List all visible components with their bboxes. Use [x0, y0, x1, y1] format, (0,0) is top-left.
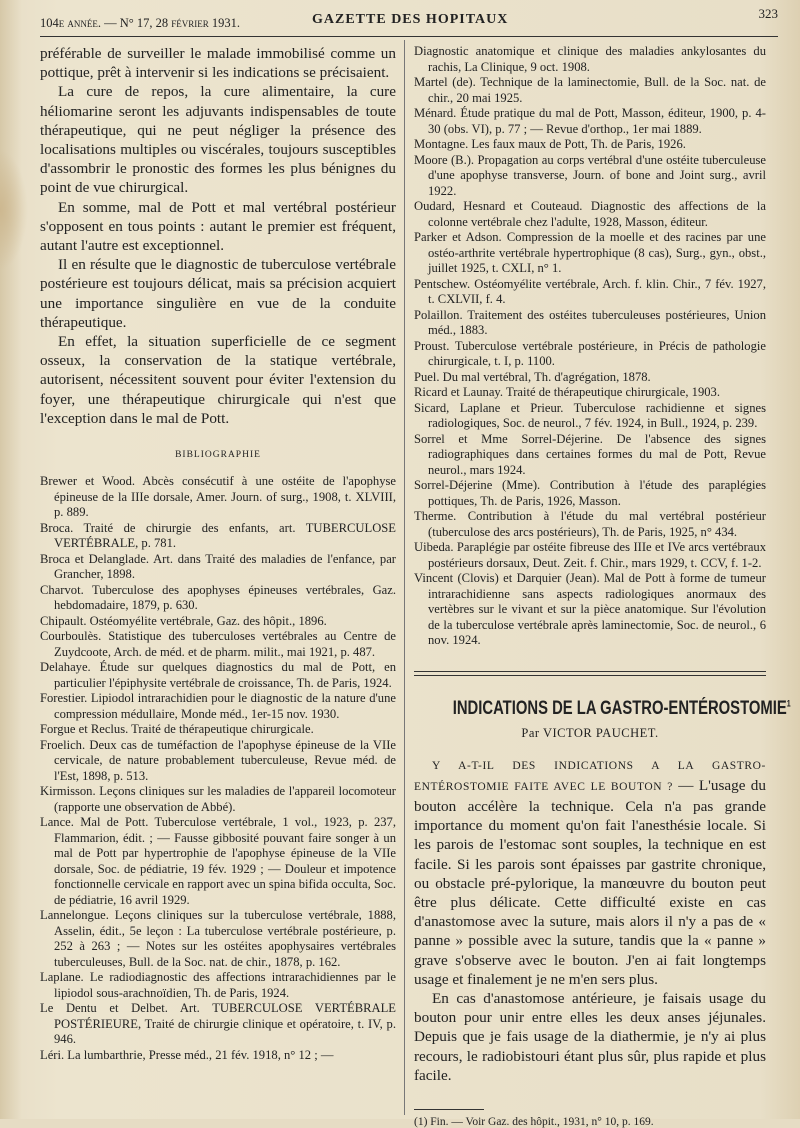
article-lead: Y A-T-IL DES INDICATIONS A LA GASTRO-ENTÉROSTOMIE FAITE AVEC LE BOUTON ? — [414, 759, 766, 793]
article-paragraph-text: — L'usage du bouton accélère la technique. Cela n'a pas grande importance du moment qu'on fait l'anesthésie locale. Si les parois de l'estomac sont souples, la technique en est facile. Si les parois sont épaisses par gastrite chronique, ou obstacle pré-pylorique, la manœuvre du bouton peut être plus délicate. Cette difficulté existe en cas d'anastomose avec la suture, mais alors il n'y a pas de « panne » possible avec la suture, tandis que la « panne » grave s'observe avec le bouton. J'en ai fait longtemps usage et finalement je ne m'en sers plus. — [414, 776, 766, 988]
bibliography-entry: Ménard. Étude pratique du mal de Pott, Masson, éditeur, 1900, p. 4-30 (obs. VI), p. 77 ; — Revue d'orthop., 1er mai 1889. — [414, 106, 766, 136]
bibliography-entry: Courboulès. Statistique des tuberculoses vertébrales au Centre de Zuydcoote, Arch. de méd. et de pharm. milit., mai 1921, p. 487. — [40, 629, 396, 659]
bibliography-entry: Therme. Contribution à l'étude du mal vertébral postérieur (tuberculose des arcs postérieurs), Th. de Paris, 1925, n° 434. — [414, 509, 766, 539]
article-paragraph — [414, 755, 766, 989]
bibliography-entry: Montagne. Les faux maux de Pott, Th. de Paris, 1926. — [414, 137, 686, 151]
bibliography-entry: Proust. Tuberculose vertébrale postérieure, in Précis de pathologie chirurgicale, t. I, p. 1100. — [414, 338, 766, 368]
bibliography-entry: Diagnostic anatomique et clinique des maladies ankylosantes du rachis, La Clinique, 9 oct. 1908. — [414, 44, 766, 74]
paper-stain — [0, 150, 28, 270]
paragraph: La cure de repos, la cure alimentaire, la cure héliomarine seront les adjuvants indispensables de toute thérapeutique, qui ne peut négliger la présence des localisations multiples ou viscérales, toujours susceptibles d'assombrir le pronostic des formes les plus bénignes du point de vue chirurgical. — [40, 83, 396, 197]
article-separator — [414, 671, 766, 672]
right-column — [414, 44, 791, 1128]
bibliography-entry: Lannelongue. Leçons cliniques sur la tuberculose vertébrale, 1888, Asselin, édit., 5e leçon : La tuberculose vertébrale postérieure, p. 252 à 263 ; — Notes sur les ostéites apophysaires vertébrales tuberculeuses, Bull. de la Soc. nat. de chir., 1878, p. 162. — [40, 908, 396, 969]
paragraph: Il en résulte que le diagnostic de tuberculose vertébrale postérieure est toujours délicat, mais sa précision acquiert une importance singulière en vue de la conduite thérapeutique. — [40, 256, 396, 331]
bibliography-list — [40, 474, 396, 1063]
bibliography-entry: Lance. Mal de Pott. Tuberculose vertébrale, 1 vol., 1923, p. 237, Flammarion, édit. ; — Fausse gibbosité pouvant faire songer à un mal de Pott par hypertrophie de l'apophyse épineuse de la VIIe dorsale, Soc. de pédiatrie, 19 fév. 1929 ; — Douleur et impotence fonctionnelle cervicale en rapport avec un spina bifida occulta, Soc. de pédiatrie, 16 avril 1929. — [40, 815, 396, 907]
bibliography-entry: Chipault. Ostéomyélite vertébrale, Gaz. des hôpit., 1896. — [40, 613, 327, 628]
bibliography-entry: Sicard, Laplane et Prieur. Tuberculose rachidienne et signes radiologiques, Soc. de neurol., 7 fév. 1924, in Bull., 1924, p. 239. — [414, 400, 766, 430]
article-paragraph: En cas d'anastomose antérieure, je faisais usage du bouton pour unir entre elles les deux anses jéjunales. Depuis que je fais usage de la diathermie, je n'y ai plus recours, le radiobistouri étant plus sûr, plus rapide et plus facile. — [414, 989, 766, 1084]
bibliography-entry: Polaillon. Traitement des ostéites tuberculeuses postérieures, Union méd., 1883. — [414, 307, 766, 337]
title-footnote-mark: 1 — [786, 698, 791, 709]
bibliography-entry: Forestier. Lipiodol intrarachidien pour le diagnostic de la nature d'une compression médullaire, Monde méd., 1er-15 nov. 1930. — [40, 691, 396, 721]
paragraph: préférable de surveiller le malade immobilisé comme un pottique, prêt à intervenir si les indications se précisaient. — [40, 45, 396, 82]
bibliography-entry: Ricard et Launay. Traité de thérapeutique chirurgicale, 1903. — [414, 385, 720, 399]
bibliography-entry: Broca et Delanglade. Art. dans Traité des maladies de l'enfance, par Grancher, 1898. — [40, 551, 396, 582]
paragraph: En somme, mal de Pott et mal vertébral postérieur s'opposent en tous points : autant le premier est fréquent, autant l'autre est exceptionnel. — [40, 198, 396, 255]
bibliography-entry: Sorrel et Mme Sorrel-Déjerine. De l'absence des signes radiographiques dans certaines formes du mal de Pott, Revue neurol., mars 1924. — [414, 431, 766, 477]
article-title — [452, 697, 791, 720]
paragraph: En effet, la situation superficielle de ce segment osseux, la conservation de la statique vertébrale, autorisent, nécessitent souvent pour éviter l'extension du foyer, une thérapeutique chirurgicale qui n'est que l'exception dans le mal de Pott. — [40, 333, 396, 427]
bibliography-entry: Forgue et Reclus. Traité de thérapeutique chirurgicale. — [40, 722, 314, 737]
bibliography-entry: Kirmisson. Leçons cliniques sur les maladies de l'appareil locomoteur (rapporte une observation de Abbé). — [40, 784, 396, 814]
bibliography-entry: Vincent (Clovis) et Darquier (Jean). Mal de Pott à forme de tumeur intrarachidienne sans aspects radiologiques anormaux des vertèbres sur le vivant et sur la pièce anatomique. Sur l'évolution de la tuberculose vertébrale après laminectomie, Soc. de neurol., 6 nov. 1924. — [414, 571, 766, 647]
bibliography-list-continued — [414, 44, 766, 649]
bibliography-entry: Laplane. Le radiodiagnostic des affections intrarachidiennes par le lipiodol sous-arachnoïdien, Th. de Paris, 1924. — [40, 970, 396, 1000]
bibliography-entry: Le Dentu et Delbet. Art. TUBERCULOSE VERTÉBRALE POSTÉRIEURE, Traité de chirurgie clinique et opératoire, t. IV, p. 946. — [40, 1001, 396, 1047]
bibliography-entry: Sorrel-Déjerine (Mme). Contribution à l'étude des paraplégies pottiques, Th. de Paris, 1926, Masson. — [414, 478, 766, 508]
bibliography-entry: Pentschew. Ostéomyélite vertébrale, Arch. f. klin. Chir., 7 fév. 1927, t. CXLVII, f. 4. — [414, 276, 766, 306]
article-author: Par VICTOR PAUCHET. — [521, 725, 659, 740]
bibliography-entry: Uibeda. Paraplégie par ostéite fibreuse des IIIe et IVe arcs vertébraux postérieurs dorsaux, Deut. Zeit. f. Chir., mars 1929, t. CCV, f. 1-2. — [414, 540, 766, 570]
bibliography-entry: Broca. Traité de chirurgie des enfants, art. TUBERCULOSE VERTÉBRALE, p. 781. — [40, 520, 396, 551]
bibliography-entry: Delahaye. Étude sur quelques diagnostics du mal de Pott, en particulier l'épiphysite vertébrale de croissance, Th. de Paris, 1924. — [40, 660, 396, 690]
bibliography-entry: Parker et Adson. Compression de la moelle et des racines par une ostéo-arthrite vertébrale hypertrophique (8 cas), Surg., gyn., obst., juillet 1925, t. CXLI, n° 1. — [414, 230, 766, 275]
bibliography-entry: Martel (de). Technique de la laminectomie, Bull. de la Soc. nat. de chir., 20 mai 1925. — [414, 75, 766, 105]
bibliography-heading: BIBLIOGRAPHIE — [175, 450, 261, 461]
bibliography-entry: Brewer et Wood. Abcès consécutif à une ostéite de l'apophyse épineuse de la IIIe dorsale, Amer. Journ. of surg., 1908, t. XLVIII, p. 889. — [40, 474, 396, 520]
left-column — [40, 44, 396, 1063]
bibliography-entry: Froelich. Deux cas de tuméfaction de l'apophyse épineuse de la VIIe cervicale, de nature probablement tuberculeuse, Revue méd. de l'Est, 1898, p. 513. — [40, 737, 396, 783]
page-header — [40, 6, 778, 37]
bibliography-entry: Léri. La lumbarthrie, Presse méd., 21 fév. 1918, n° 12 ; — — [40, 1047, 334, 1062]
left-paragraphs — [40, 44, 396, 428]
column-divider — [404, 40, 405, 1115]
bibliography-entry: Puel. Du mal vertébral, Th. d'agrégation, 1878. — [414, 369, 651, 384]
bibliography-entry: Oudard, Hesnard et Couteaud. Diagnostic des affections de la colonne vertébrale chez l'adulte, 1928, Masson, éditeur. — [414, 199, 766, 229]
journal-title: GAZETTE DES HOPITAUX — [312, 12, 509, 27]
bibliography-entry: Charvot. Tuberculose des apophyses épineuses vertébrales, Gaz. hebdomadaire, 1879, p. 630. — [40, 582, 396, 613]
bibliography-entry: Moore (B.). Propagation au corps vertébral d'une ostéite tuberculeuse d'une apophyse transverse, Journ. of bone and Joint surg., avril 1922. — [414, 152, 766, 198]
footnote-separator — [414, 1109, 484, 1110]
issue-info: 104e année. — N° 17, 28 février 1931. — [40, 16, 241, 30]
article-title-text: INDICATIONS DE LA GASTRO-ENTÉROSTOMIE — [452, 697, 787, 719]
article-separator-thin — [414, 675, 766, 676]
page-number: 323 — [758, 6, 778, 21]
footnote: (1) Fin. — Voir Gaz. des hôpit., 1931, n° 10, p. 169. — [414, 1115, 654, 1128]
